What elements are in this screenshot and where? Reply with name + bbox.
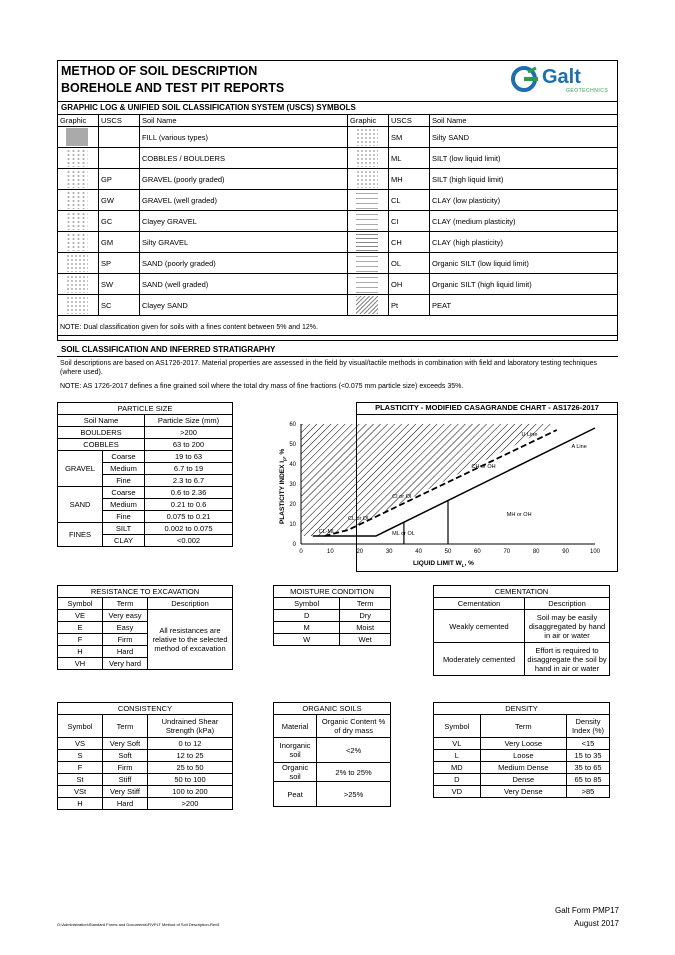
density-row: VL Very Loose <15 xyxy=(434,738,610,750)
y-tick-label: 30 xyxy=(289,482,296,488)
consistency-row: VS Very Soft 0 to 12 xyxy=(58,738,233,750)
particle-boulders: BOULDERS xyxy=(58,427,145,439)
chart-annotation: CH or OH xyxy=(471,464,496,470)
uscs-title: GRAPHIC LOG & UNIFIED SOIL CLASSIFICATION SYSTEM (USCS) SYMBOLS xyxy=(61,103,356,112)
resistance-table: RESISTANCE TO EXCAVATION Symbol Term Description VE Very easy All resistances are relative to the selected method of excavation E Easy F Firm H Hard VH Very hard xyxy=(57,585,233,670)
plasticity-chart xyxy=(270,414,615,572)
x-tick-label: 50 xyxy=(444,549,452,555)
soil-graphic-icon xyxy=(356,296,378,314)
cementation-title: CEMENTATION xyxy=(434,586,610,598)
title-line-2: BOREHOLE AND TEST PIT REPORTS xyxy=(61,81,285,95)
x-tick-label: 20 xyxy=(356,549,364,555)
strat-note: NOTE: AS 1726-2017 defines a fine grained soil where the total dry mass of fine fractions (<0.075 mm particle size) exceeds 35%. xyxy=(60,383,464,390)
soil-graphic-icon xyxy=(356,170,378,188)
cementation-table: CEMENTATION Cementation Description Weakly cemented Soil may be easily disaggregated by hand in air or water Moderately cemented Effort is required to disaggregate the soil by hand in air or water xyxy=(433,585,610,676)
soil-graphic-icon xyxy=(66,170,88,188)
soil-graphic-icon xyxy=(66,254,88,272)
footer-form: Galt Form PMP17 xyxy=(554,906,619,915)
col-graphic: Graphic xyxy=(348,115,389,127)
y-axis-label: PLASTICITY INDEX $I_p$, % xyxy=(279,448,287,524)
soil-graphic-icon xyxy=(66,149,88,167)
col-uscs: USCS xyxy=(389,115,430,127)
y-tick-label: 0 xyxy=(292,542,296,548)
y-tick-label: 20 xyxy=(289,502,296,508)
chart-annotation: CI or OI xyxy=(392,494,412,500)
uscs-row: OL Organic SILT (low liquid limit) xyxy=(348,253,618,274)
density-title: DENSITY xyxy=(434,703,610,715)
y-tick-label: 10 xyxy=(289,522,296,528)
uscs-row: OH Organic SILT (high liquid limit) xyxy=(348,274,618,295)
soil-graphic-icon xyxy=(356,254,378,272)
hatched-region xyxy=(301,424,557,536)
col-graphic: Graphic xyxy=(58,115,99,127)
x-tick-label: 100 xyxy=(589,549,601,555)
uscs-row: GC Clayey GRAVEL xyxy=(58,211,348,232)
uscs-row: SP SAND (poorly graded) xyxy=(58,253,348,274)
uscs-row: CH CLAY (high plasticity) xyxy=(348,232,618,253)
particle-h-soil: Soil Name xyxy=(58,415,145,427)
soil-graphic-icon xyxy=(356,212,378,230)
uscs-row: GP GRAVEL (poorly graded) xyxy=(58,169,348,190)
uscs-row: SC Clayey SAND xyxy=(58,295,348,316)
x-tick-label: 30 xyxy=(385,549,393,555)
uscs-row: MH SILT (high liquid limit) xyxy=(348,169,618,190)
uscs-row: CL CLAY (low plasticity) xyxy=(348,190,618,211)
chart-annotation: CL-ML xyxy=(318,529,336,535)
col-soil-name: Soil Name xyxy=(140,115,348,127)
x-tick-label: 0 xyxy=(299,549,303,555)
strat-title: SOIL CLASSIFICATION AND INFERRED STRATIGRAPHY xyxy=(61,345,276,354)
uscs-row: ML SILT (low liquid limit) xyxy=(348,148,618,169)
logo-text: Galt xyxy=(542,66,581,88)
uscs-row: FILL (various types) xyxy=(58,127,348,148)
chart-annotation: U Line xyxy=(521,432,538,438)
col-soil-name: Soil Name xyxy=(430,115,618,127)
soil-graphic-icon xyxy=(66,275,88,293)
consistency-table: CONSISTENCY Symbol Term Undrained Shear Strength (kPa) VS Very Soft 0 to 12 S Soft 12 to 25 F Firm 25 to 50 St Stiff 50 to 100 VSt Very Stiff 100 to 200 H Hard >200 xyxy=(57,702,233,810)
particle-gravel: GRAVEL xyxy=(58,451,103,487)
uscs-row: GW GRAVEL (well graded) xyxy=(58,190,348,211)
soil-graphic-icon xyxy=(356,149,378,167)
y-tick-label: 40 xyxy=(289,462,296,468)
x-tick-label: 80 xyxy=(532,549,540,555)
col-uscs: USCS xyxy=(99,115,140,127)
uscs-row: Pt PEAT xyxy=(348,295,618,316)
x-tick-label: 40 xyxy=(415,549,422,555)
y-tick-label: 60 xyxy=(289,422,296,428)
consistency-row: St Stiff 50 to 100 xyxy=(58,774,233,786)
density-row: D Dense 65 to 85 xyxy=(434,774,610,786)
consistency-row: F Firm 25 to 50 xyxy=(58,762,233,774)
moisture-title: MOISTURE CONDITION xyxy=(274,586,391,598)
title-line-1: METHOD OF SOIL DESCRIPTION xyxy=(61,64,258,78)
soil-graphic-icon xyxy=(66,191,88,209)
soil-graphic-icon xyxy=(356,233,378,251)
particle-cobbles-v: 63 to 200 xyxy=(145,439,233,451)
particle-fines: FINES xyxy=(58,523,103,547)
x-tick-label: 10 xyxy=(327,549,334,555)
y-tick-label: 50 xyxy=(289,442,296,448)
uscs-row: COBBLES / BOULDERS xyxy=(58,148,348,169)
soil-graphic-icon xyxy=(356,128,378,146)
uscs-table-left xyxy=(57,114,348,316)
soil-graphic-icon xyxy=(66,296,88,314)
consistency-row: VSt Very Stiff 100 to 200 xyxy=(58,786,233,798)
chart-annotation: A Line xyxy=(571,444,587,450)
chart-title: PLASTICITY - MODIFIED CASAGRANDE CHART - AS1726-2017 xyxy=(375,403,599,412)
density-row: VD Very Dense >85 xyxy=(434,786,610,798)
particle-title: PARTICLE SIZE xyxy=(58,403,233,415)
uscs-note: NOTE: Dual classification given for soils with a fines content between 5% and 12%. xyxy=(60,324,318,331)
density-table: DENSITY Symbol Term Density Index (%) VL Very Loose <15 L Loose 15 to 35 MD Medium Dense 35 to 65 D Dense 65 to 85 VD Very Dense >85 xyxy=(433,702,610,798)
moisture-table: MOISTURE CONDITION Symbol Term D Dry M Moist W Wet xyxy=(273,585,391,646)
organic-title: ORGANIC SOILS xyxy=(274,703,391,715)
footer-date: August 2017 xyxy=(574,919,619,928)
x-tick-label: 90 xyxy=(562,549,569,555)
strat-paragraph: Soil descriptions are based on AS1726-2017. Material properties are assessed in the field by visual/tactile methods in combination with field and laboratory testing techniques (where used). xyxy=(60,360,597,376)
soil-graphic-icon xyxy=(66,233,88,251)
logo-subtext: GEOTECHNICS xyxy=(566,88,609,94)
particle-cobbles: COBBLES xyxy=(58,439,145,451)
chart-annotation: MH or OH xyxy=(506,512,532,518)
resistance-title: RESISTANCE TO EXCAVATION xyxy=(58,586,233,598)
particle-size-table: PARTICLE SIZE Soil Name Particle Size (mm) BOULDERS >200 COBBLES 63 to 200 GRAVEL Coarse 19 to 63 Medium 6.7 to 19 Fine 2.3 to 6.7 SAND Coarse 0.6 to 2.36 Medium 0.21 to 0.6 Fine 0.075 to 0.21 FINES SILT 0.002 to 0.075 CLAY <0.002 xyxy=(57,402,233,547)
soil-graphic-icon xyxy=(66,212,88,230)
uscs-row: SW SAND (well graded) xyxy=(58,274,348,295)
consistency-title: CONSISTENCY xyxy=(58,703,233,715)
chart-annotation: ML or OL xyxy=(392,531,415,537)
x-axis-label: LIQUID LIMIT $W_L$, % xyxy=(413,560,474,568)
organic-table: ORGANIC SOILS Material Organic Content % of dry mass Inorganic soil <2% Organic soil 2% to 25% Peat >25% xyxy=(273,702,391,807)
galt-logo xyxy=(508,64,613,98)
soil-graphic-icon xyxy=(66,128,88,146)
particle-h-size: Particle Size (mm) xyxy=(145,415,233,427)
x-tick-label: 60 xyxy=(474,549,481,555)
soil-graphic-icon xyxy=(356,275,378,293)
footer-path: G:\Administration\Standard Forms and Documents\FIVPLT Method of Soil Description-Rev5 xyxy=(57,922,220,927)
uscs-table-right xyxy=(347,114,618,316)
resistance-desc: All resistances are relative to the selected method of excavation xyxy=(148,610,233,670)
uscs-row: GM Silty GRAVEL xyxy=(58,232,348,253)
density-row: L Loose 15 to 35 xyxy=(434,750,610,762)
particle-sand: SAND xyxy=(58,487,103,523)
density-row: MD Medium Dense 35 to 65 xyxy=(434,762,610,774)
particle-boulders-v: >200 xyxy=(145,427,233,439)
uscs-row: CI CLAY (medium plasticity) xyxy=(348,211,618,232)
chart-annotation: CL or OL xyxy=(348,516,371,522)
consistency-row: H Hard >200 xyxy=(58,798,233,810)
uscs-row: SM Silty SAND xyxy=(348,127,618,148)
soil-graphic-icon xyxy=(356,191,378,209)
x-tick-label: 70 xyxy=(503,549,511,555)
consistency-row: S Soft 12 to 25 xyxy=(58,750,233,762)
